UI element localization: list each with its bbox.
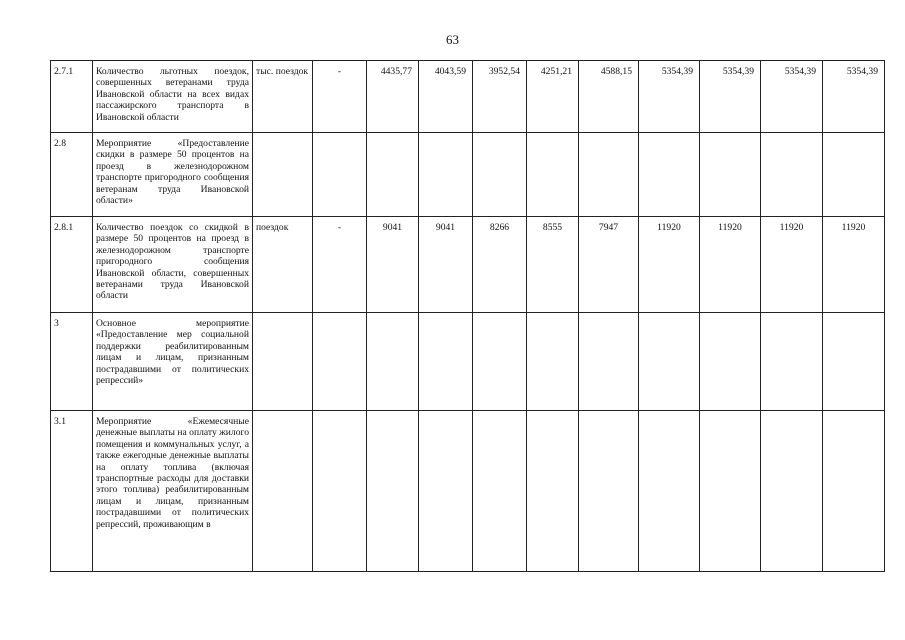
row-value xyxy=(419,133,473,217)
indicator-table xyxy=(50,60,885,572)
row-base-value: - xyxy=(313,217,367,313)
row-value: 4251,21 xyxy=(527,61,579,133)
row-value xyxy=(700,313,761,411)
table-row xyxy=(51,411,885,572)
table-row xyxy=(51,133,885,217)
row-value: 8555 xyxy=(527,217,579,313)
row-description: Количество льготных поездок, совершенных ветеранами труда Ивановской области на всех видах пассажирского транспорта в Ивановской области xyxy=(93,61,253,133)
row-value xyxy=(367,411,419,572)
row-value: 8266 xyxy=(473,217,527,313)
row-value: 7947 xyxy=(579,217,639,313)
row-value: 11920 xyxy=(761,217,823,313)
row-value: 4435,77 xyxy=(367,61,419,133)
row-value: 3952,54 xyxy=(473,61,527,133)
row-value xyxy=(700,411,761,572)
row-value xyxy=(473,133,527,217)
row-number: 2.8.1 xyxy=(51,217,93,313)
row-description: Количество поездок со скидкой в размере 50 процентов на проезд в железнодорожном транспорте пригородного сообщения Ивановской области, совершенных ветеранами труда Ивановской области xyxy=(93,217,253,313)
row-value xyxy=(579,313,639,411)
row-value xyxy=(823,313,885,411)
row-description: Мероприятие «Предоставление скидки в размере 50 процентов на проезд в железнодорожном транспорте пригородного сообщения ветеранам труда Ивановской области» xyxy=(93,133,253,217)
row-value: 11920 xyxy=(639,217,700,313)
row-unit xyxy=(253,313,313,411)
row-value xyxy=(527,133,579,217)
table-row xyxy=(51,217,885,313)
row-value xyxy=(761,313,823,411)
row-value xyxy=(527,411,579,572)
row-number: 2.7.1 xyxy=(51,61,93,133)
row-value xyxy=(823,411,885,572)
page-number: 63 xyxy=(446,32,459,47)
row-description: Мероприятие «Ежемесячные денежные выплаты на оплату жилого помещения и коммунальных услуг, а также ежегодные денежные выплаты на оплату топлива (включая транспортные расходы для доставки этого топлива) реабилитированным лицам и лицам, признанным пострадавшими от политических репрессий, проживающим в xyxy=(93,411,253,572)
row-value: 9041 xyxy=(367,217,419,313)
row-value xyxy=(473,411,527,572)
row-number: 3 xyxy=(51,313,93,411)
row-value xyxy=(367,313,419,411)
row-value xyxy=(579,133,639,217)
row-value xyxy=(700,133,761,217)
row-base-value: - xyxy=(313,61,367,133)
row-value xyxy=(823,133,885,217)
row-value: 5354,39 xyxy=(639,61,700,133)
row-value xyxy=(367,133,419,217)
row-value: 4588,15 xyxy=(579,61,639,133)
row-value: 4043,59 xyxy=(419,61,473,133)
row-base-value xyxy=(313,133,367,217)
row-value xyxy=(639,133,700,217)
row-value xyxy=(419,411,473,572)
row-value: 11920 xyxy=(700,217,761,313)
row-base-value xyxy=(313,313,367,411)
row-description: Основное мероприятие «Предоставление мер социальной поддержки реабилитированным лицам и лицам, признанным пострадавшими от политических репрессий» xyxy=(93,313,253,411)
row-unit: поездок xyxy=(253,217,313,313)
row-value: 5354,39 xyxy=(823,61,885,133)
row-base-value xyxy=(313,411,367,572)
table-row xyxy=(51,61,885,133)
row-value xyxy=(527,313,579,411)
row-value: 9041 xyxy=(419,217,473,313)
row-value: 5354,39 xyxy=(761,61,823,133)
row-value xyxy=(639,313,700,411)
row-value xyxy=(639,411,700,572)
row-value: 5354,39 xyxy=(700,61,761,133)
row-value xyxy=(761,411,823,572)
row-value xyxy=(761,133,823,217)
row-unit xyxy=(253,411,313,572)
row-value: 11920 xyxy=(823,217,885,313)
table-row xyxy=(51,313,885,411)
row-number: 3.1 xyxy=(51,411,93,572)
row-number: 2.8 xyxy=(51,133,93,217)
row-value xyxy=(419,313,473,411)
row-value xyxy=(579,411,639,572)
row-unit: тыс. поездок xyxy=(253,61,313,133)
row-value xyxy=(473,313,527,411)
row-unit xyxy=(253,133,313,217)
